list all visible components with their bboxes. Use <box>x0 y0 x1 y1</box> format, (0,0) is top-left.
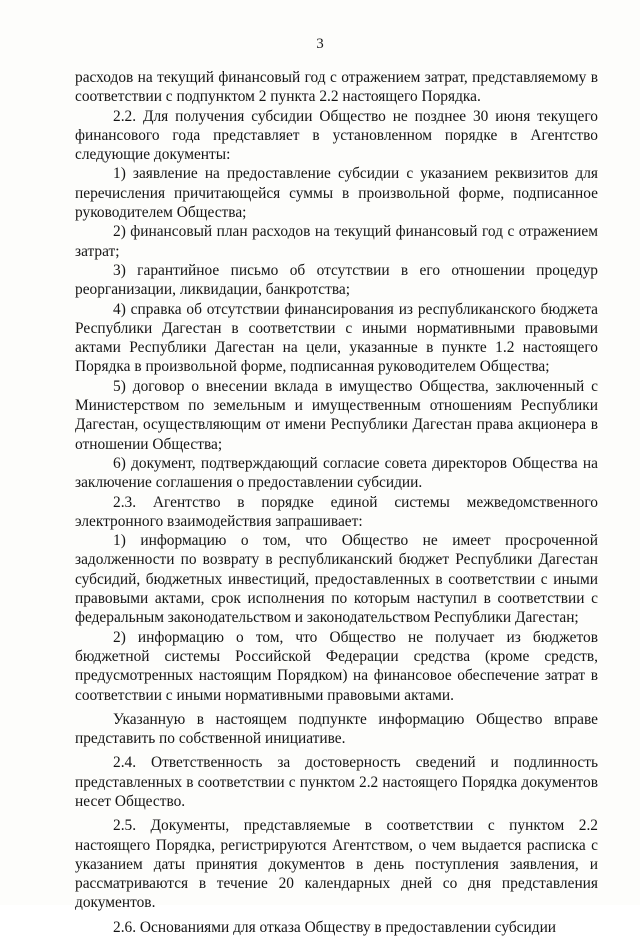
document-body <box>75 68 598 937</box>
paragraph-2-2: 2.2. Для получения субсидии Общество не позднее 30 июня текущего финансового года представляет в установленном порядке в Агентство следующие документы: <box>75 107 598 164</box>
paragraph-2-3: 2.3. Агентство в порядке единой системы межведомственного электронного взаимодействия запрашивает: <box>75 493 598 530</box>
list-item-3: 3) гарантийное письмо об отсутствии в его отношении процедур реорганизации, ликвидации, банкротства; <box>75 261 598 299</box>
list-item-4: 4) справка об отсутствии финансирования из республиканского бюджета Республики Дагестан в соответствии с иными нормативными правовыми актами Республики Дагестан на цели, указанные в пункте 1.2 настоящего Порядка в произвольной форме, подписанная руководителем Общества; <box>75 300 598 376</box>
page-number: 3 <box>316 36 324 52</box>
paragraph-2-4: 2.4. Ответственность за достоверность сведений и подлинность представленных в соответствии с пунктом 2.2 настоящего Порядка документов несет Общество. <box>75 754 598 810</box>
paragraph-info-note: Указанную в настоящем подпункте информацию Общество вправе представить по собственной инициативе. <box>75 710 598 748</box>
list-item-2: 2) финансовый план расходов на текущий финансовый год с отражением затрат; <box>75 223 598 260</box>
paragraph-2-5: 2.5. Документы, представляемые в соответствии с пунктом 2.2 настоящего Порядка, регистрируются Агентством, о чем выдается расписка с указанием даты принятия документов в день поступления заявления, и рассматриваются в течение 20 календарных дней со дня представления документов. <box>75 817 598 912</box>
list-item-6: 6) документ, подтверждающий согласие совета директоров Общества на заключение соглашения о предоставлении субсидии. <box>75 454 598 492</box>
list-item-2-3-1: 1) информацию о том, что Общество не имеет просроченной задолженности по возврату в республиканский бюджет Республики Дагестан субсидий, бюджетных инвестиций, предоставленных в соответствии с иными правовыми актами, срок исполнения по которым наступил в соответствии с федеральным законодательством и законодательством Республики Дагестан; <box>75 532 598 627</box>
list-item-1: 1) заявление на предоставление субсидии с указанием реквизитов для перечисления причитающейся суммы в произвольной форме, подписанное руководителем Общества; <box>75 165 598 222</box>
list-item-5: 5) договор о внесении вклада в имущество Общества, заключенный с Министерством по земельным и имущественным отношениям Республики Дагестан, осуществляющим от имени Республики Дагестан права акционера в отношении Общества; <box>75 377 598 453</box>
list-item-2-3-2: 2) информацию о том, что Общество не получает из бюджетов бюджетной системы Российской Федерации средства (кроме средств, предусмотренных настоящим Порядком) на финансовое обеспечение затрат в соответствии с иными нормативными правовыми актами. <box>75 628 598 704</box>
paragraph-2-6: 2.6. Основаниями для отказа Обществу в предоставлении субсидии <box>113 918 557 936</box>
paragraph-continuation: расходов на текущий финансовый год с отражением затрат, представляемому в соответствии с подпунктом 2 пункта 2.2 настоящего Порядка. <box>75 69 598 106</box>
